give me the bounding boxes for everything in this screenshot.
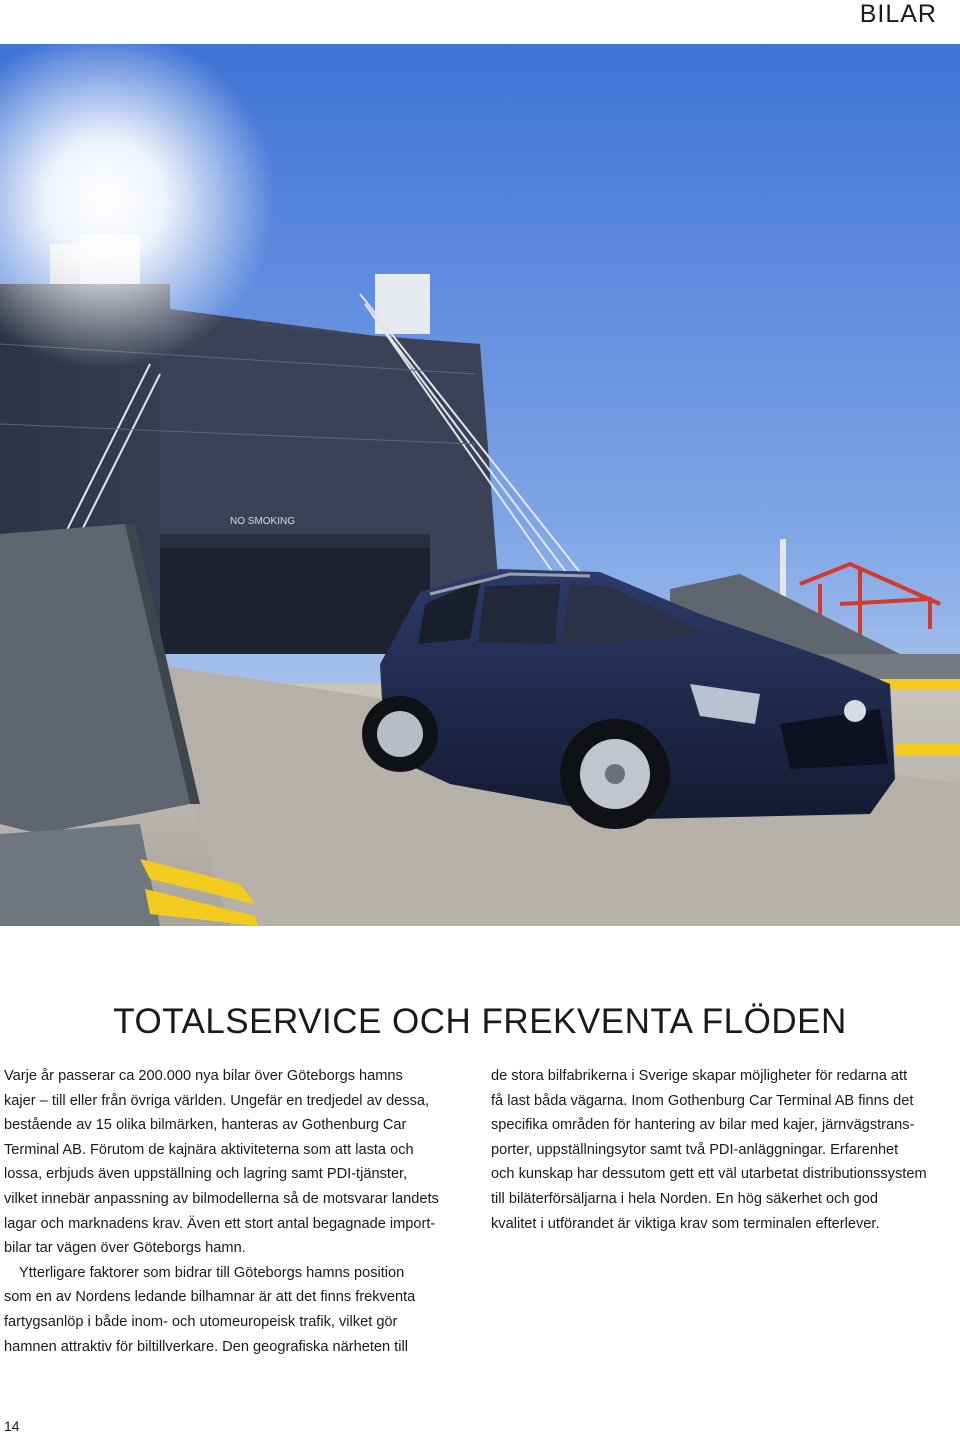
- page-number: 14: [4, 1418, 20, 1434]
- text-line: kvalitet i utförandet är viktiga krav som terminalen efterlever.: [491, 1215, 880, 1232]
- text-line: Terminal AB. Förutom de kajnära aktiviteterna som att lasta och: [4, 1141, 414, 1158]
- text-line: specifika områden för hantering av bilar med kajer, järnvägstrans-: [491, 1117, 915, 1134]
- car-logo: [844, 700, 866, 722]
- text-line: de stora bilfabrikerna i Sverige skapar möjligheter för redarna att: [491, 1068, 908, 1084]
- text-line: bilar tar vägen över Göteborgs hamn.: [4, 1240, 246, 1257]
- text-line: Ytterligare faktorer som bidrar till Göteborgs hamns position: [19, 1264, 405, 1281]
- article-paragraph-1: [4, 1064, 474, 1261]
- text-line: vilket innebär anpassning av bilmodellerna så de motsvarar landets: [4, 1190, 439, 1207]
- text-line: få last båda vägarna. Inom Gothenburg Car Terminal AB finns det: [491, 1092, 914, 1109]
- text-line: bestående av 15 olika bilmärken, hanteras av Gothenburg Car: [4, 1117, 407, 1134]
- text-line: kajer – till eller från övriga världen. Ungefär en tredjedel av dessa,: [4, 1092, 430, 1109]
- text-line: till biläterförsäljarna i hela Norden. En hög säkerhet och god: [491, 1190, 878, 1207]
- text-line: Varje år passerar ca 200.000 nya bilar över Göteborgs hamns: [4, 1068, 403, 1084]
- article-column-right: [491, 1064, 953, 1236]
- section-label: BILAR: [859, 0, 937, 28]
- text-line: som en av Nordens ledande bilhamnar är att det finns frekventa: [4, 1289, 416, 1306]
- article-headline: TOTALSERVICE OCH FREKVENTA FLÖDEN: [113, 1002, 847, 1041]
- no-smoking-sign: NO SMOKING: [230, 516, 296, 527]
- text-line: och kunskap har dessutom gett ett väl utarbetat distributionssystem: [491, 1166, 927, 1183]
- article-paragraph-3: [491, 1064, 953, 1236]
- text-line: lossa, erbjuds även uppställning och lagring samt PDI-tjänster,: [4, 1166, 408, 1183]
- text-line: lagar och marknadens krav. Även ett stort antal begagnade import-: [4, 1215, 436, 1232]
- text-line: fartygsanlöp i både inom- och utomeuropeisk trafik, vilket gör: [4, 1313, 398, 1330]
- article-column-left: [4, 1064, 474, 1359]
- article-photo: [0, 44, 960, 926]
- article-paragraph-2: [4, 1261, 474, 1359]
- text-line: hamnen attraktiv för biltillverkare. Den geografiska närheten till: [4, 1338, 408, 1355]
- text-line: porter, uppställningsytor samt två PDI-anläggningar. Erfarenhet: [491, 1141, 899, 1158]
